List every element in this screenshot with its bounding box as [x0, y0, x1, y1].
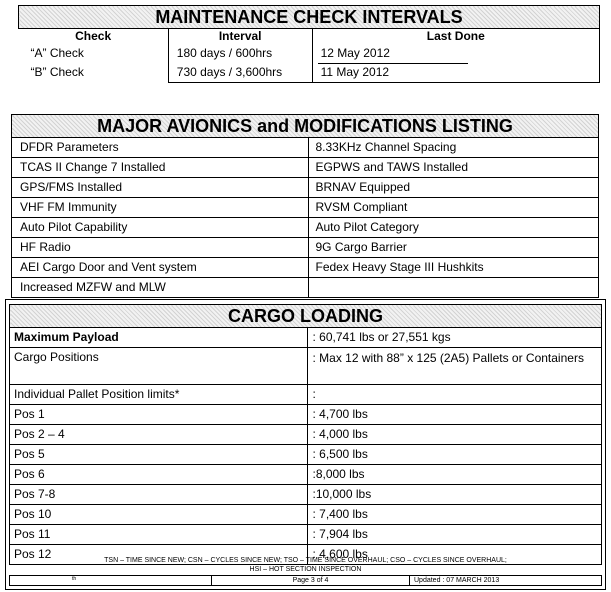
cargo-value: : 4,600 lbs: [308, 545, 602, 565]
table-row: [12, 238, 599, 258]
avionics-item: Increased MZFW and MLW: [12, 278, 309, 298]
avionics-item: GPS/FMS Installed: [12, 178, 309, 198]
table-row: [10, 425, 602, 445]
table-row: [12, 198, 599, 218]
cargo-value: : 4,000 lbs: [308, 425, 602, 445]
table-row: [12, 158, 599, 178]
cargo-label: Pos 7-8: [10, 485, 308, 505]
avionics-item: TCAS II Change 7 Installed: [12, 158, 309, 178]
avionics-item: Auto Pilot Category: [308, 218, 599, 238]
maintenance-last-done-rule: [318, 63, 468, 64]
table-row: [10, 328, 602, 348]
table-row: [12, 258, 599, 278]
avionics-item: AEI Cargo Door and Vent system: [12, 258, 309, 278]
check-name: “B” Check: [30, 65, 84, 79]
cargo-table: [9, 304, 602, 565]
cargo-value: :10,000 lbs: [308, 485, 602, 505]
avionics-item: RVSM Compliant: [308, 198, 599, 218]
cargo-value: : 7,904 lbs: [308, 525, 602, 545]
cargo-label: Pos 6: [10, 465, 308, 485]
table-row: [10, 348, 602, 385]
cargo-label: Pos 11: [10, 525, 308, 545]
avionics-item: EGPWS and TAWS Installed: [308, 158, 599, 178]
avionics-item: DFDR Parameters: [12, 138, 309, 158]
avionics-item: Fedex Heavy Stage III Hushkits: [308, 258, 599, 278]
col-header-last-done: Last Done: [312, 29, 599, 45]
table-row: [10, 485, 602, 505]
footer-left: th: [72, 576, 212, 585]
check-last-done: 12 May 2012: [312, 44, 599, 63]
avionics-item: HF Radio: [12, 238, 309, 258]
avionics-item: BRNAV Equipped: [308, 178, 599, 198]
cargo-label: Pos 1: [10, 405, 308, 425]
footer-updated: Updated : 07 MARCH 2013: [414, 577, 500, 584]
table-row: [10, 465, 602, 485]
cargo-label: Cargo Positions: [10, 348, 308, 385]
cargo-value: :: [308, 385, 602, 405]
cargo-value: : 4,700 lbs: [308, 405, 602, 425]
cargo-label: Individual Pallet Position limits*: [10, 385, 308, 405]
table-row: [12, 138, 599, 158]
check-interval: 730 days / 3,600hrs: [168, 63, 312, 83]
check-last-done: 11 May 2012: [312, 63, 599, 83]
cargo-label: Pos 10: [10, 505, 308, 525]
cargo-title: CARGO LOADING: [10, 305, 602, 328]
cargo-label: Maximum Payload: [10, 328, 308, 348]
avionics-item: 8.33KHz Channel Spacing: [308, 138, 599, 158]
table-row: [19, 63, 600, 83]
cargo-value: : Max 12 with 88” x 125 (2A5) Pallets or Containers: [308, 348, 602, 385]
col-header-check: Check: [75, 29, 112, 43]
cargo-value: : 60,741 lbs or 27,551 kgs: [308, 328, 602, 348]
table-row: [19, 44, 600, 63]
check-interval: 180 days / 600hrs: [168, 44, 312, 63]
avionics-item: [308, 278, 599, 298]
table-row: [12, 178, 599, 198]
footer-page: Page 3 of 4: [212, 576, 410, 585]
table-row: [10, 405, 602, 425]
cargo-label: Pos 12: [10, 545, 308, 565]
footer-bar: [9, 575, 602, 586]
cargo-label: Pos 2 – 4: [10, 425, 308, 445]
col-header-interval: Interval: [168, 29, 312, 45]
abbreviations-line-1: TSN – TIME SINCE NEW; CSN – CYCLES SINCE NEW; TSO – TIME SINCE OVERHAUL; CSO – CYCLES SINCE OVERHAUL;: [104, 557, 507, 564]
check-name: “A” Check: [30, 46, 84, 60]
table-row: [12, 278, 599, 298]
avionics-item: Auto Pilot Capability: [12, 218, 309, 238]
maintenance-table: [18, 5, 600, 83]
table-row: [10, 525, 602, 545]
table-row: [10, 505, 602, 525]
avionics-item: 9G Cargo Barrier: [308, 238, 599, 258]
cargo-value: : 6,500 lbs: [308, 445, 602, 465]
table-row: [12, 218, 599, 238]
table-row: [10, 385, 602, 405]
abbreviations-line-2: HSI – HOT SECTION INSPECTION: [249, 566, 362, 573]
cargo-value: : 7,400 lbs: [308, 505, 602, 525]
cargo-value: :8,000 lbs: [308, 465, 602, 485]
avionics-table: [11, 114, 599, 298]
table-row: [10, 445, 602, 465]
cargo-label: Pos 5: [10, 445, 308, 465]
avionics-item: VHF FM Immunity: [12, 198, 309, 218]
avionics-title: MAJOR AVIONICS and MODIFICATIONS LISTING: [12, 115, 599, 138]
maintenance-title: MAINTENANCE CHECK INTERVALS: [19, 6, 600, 29]
